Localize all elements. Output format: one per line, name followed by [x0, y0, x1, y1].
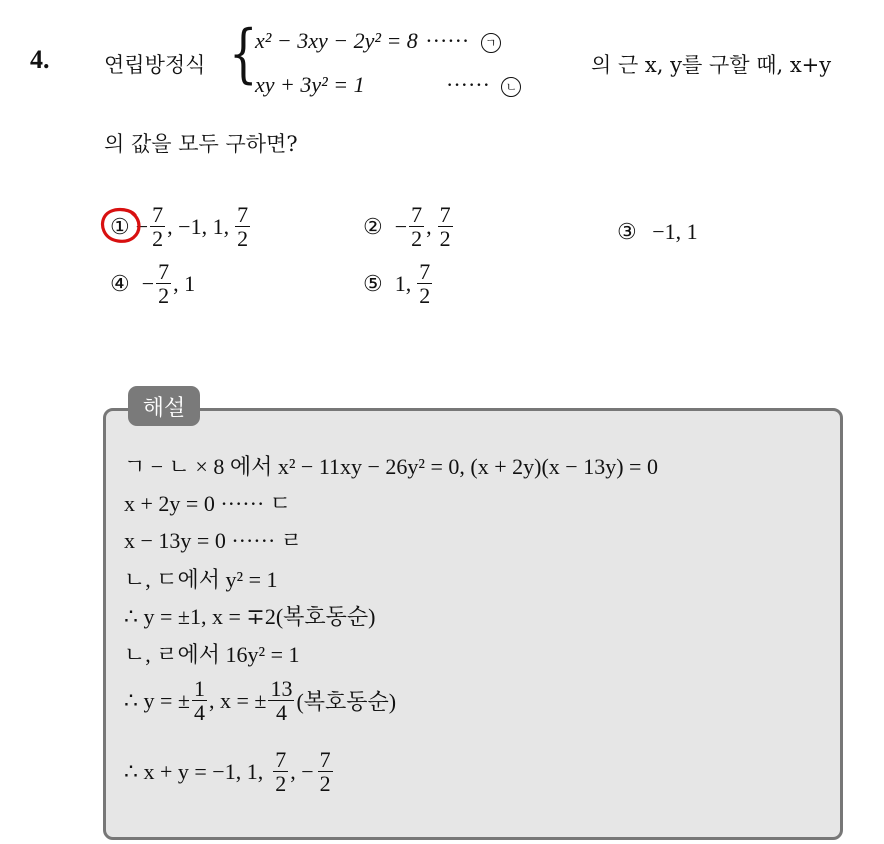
- solution-line-5: ∴ y = ±1, x = ∓2(복호동순): [124, 604, 376, 629]
- question-number: 4.: [30, 45, 50, 74]
- solution-tab: 해설: [128, 386, 200, 426]
- solution-line-2: x + 2y = 0 ······ ㄷ: [124, 491, 292, 516]
- equation-1: x² − 3xy − 2y² = 8 ······ ㄱ: [255, 28, 503, 54]
- solution-line-3: x − 13y = 0 ······ ㄹ: [124, 528, 303, 553]
- option-5-marker: ⑤: [363, 270, 383, 296]
- equation-2-tail: ······ ㄴ: [446, 72, 523, 98]
- question-second-line: 의 값을 모두 구하면?: [104, 132, 298, 156]
- solution-line-4: ㄴ, ㄷ에서 y² = 1: [124, 567, 278, 592]
- answer-mark-circle: [99, 207, 143, 245]
- option-1-marker: ①: [110, 213, 130, 239]
- option-2-marker: ②: [363, 213, 383, 239]
- question-trail-text: 의 근 x, y를 구할 때, x+y: [591, 53, 832, 77]
- option-3-marker: ③: [617, 219, 637, 244]
- option-1[interactable]: ① − $\frac{7}{2}$ , −1, 1, $\frac{7}{2}$: [110, 202, 249, 252]
- solution-line-8: ∴ x + y = −1, 1, $\frac{7}{2}$ , − $\frac{7}{2}$: [124, 747, 331, 797]
- marker-giyeok: ㄱ: [481, 33, 501, 53]
- option-3[interactable]: ③ −1, 1: [617, 219, 698, 244]
- option-4[interactable]: ④ − $\frac{7}{2}$ , 1: [110, 259, 196, 309]
- marker-nieun: ㄴ: [501, 77, 521, 97]
- option-5[interactable]: ⑤ 1, $\frac{7}{2}$: [363, 259, 431, 309]
- question-lead-text: 연립방정식: [104, 53, 206, 77]
- solution-line-6: ㄴ, ㄹ에서 16y² = 1: [124, 642, 300, 667]
- solution-line-1: ㄱ − ㄴ × 8 에서 x² − 11xy − 26y² = 0, (x + 2y)(x − 13y) = 0: [124, 454, 658, 479]
- equation-2: xy + 3y² = 1: [255, 72, 365, 97]
- system-brace: {: [229, 17, 258, 91]
- option-4-marker: ④: [110, 270, 130, 296]
- option-2[interactable]: ② − $\frac{7}{2}$ , $\frac{7}{2}$: [363, 202, 451, 252]
- solution-line-7: ∴ y = ± $\frac{1}{4}$ , x = ± $\frac{13}{4}$ (복호동순): [124, 676, 397, 726]
